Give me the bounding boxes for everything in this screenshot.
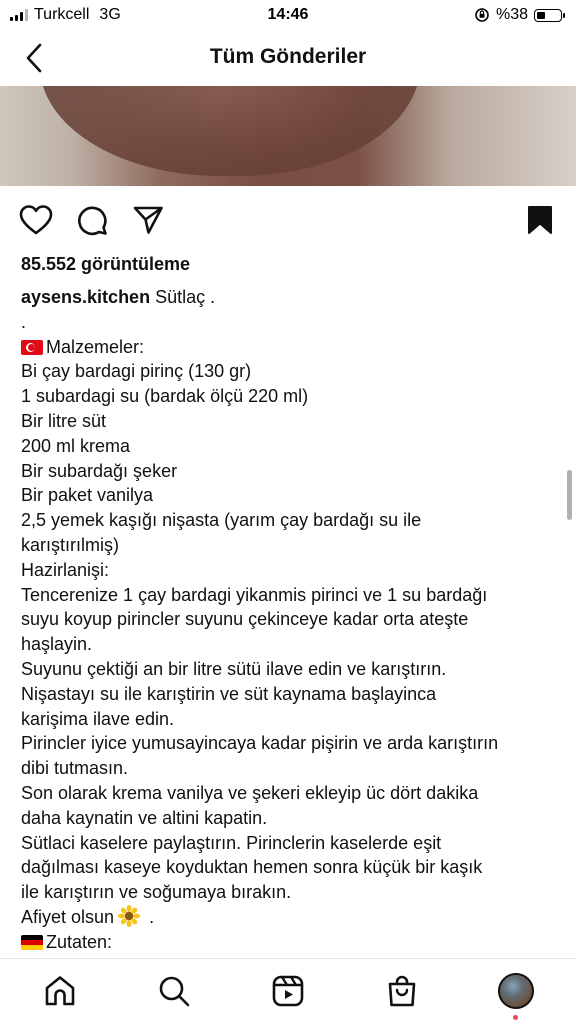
caption-line: 1 subardagi su (bardak ölçü 220 ml) bbox=[21, 386, 309, 407]
orientation-lock-icon bbox=[474, 7, 490, 23]
views-count: 85.552 görüntüleme bbox=[21, 254, 191, 274]
send-icon bbox=[132, 204, 164, 236]
share-button[interactable] bbox=[128, 200, 168, 240]
caption-line: karişima ilave edin. bbox=[21, 708, 175, 729]
caption-line: Hazirlanişi: bbox=[21, 559, 110, 580]
navigation-header bbox=[0, 34, 576, 84]
caption-line: 2,5 yemek kaşığı nişasta (yarım çay bardağı su ile bbox=[21, 510, 422, 531]
network-label: 3G bbox=[99, 6, 121, 23]
like-button[interactable] bbox=[16, 200, 56, 240]
caption-line: daha kaynatin ve altini kapatin. bbox=[21, 807, 268, 828]
caption-line: Bir subardağı şeker bbox=[21, 460, 178, 481]
turkey-flag-icon bbox=[21, 340, 43, 355]
sunflower-icon bbox=[118, 905, 140, 927]
caption-title: Sütlaç . bbox=[150, 287, 216, 307]
username-link[interactable]: aysens.kitchen bbox=[21, 287, 151, 307]
notification-dot bbox=[513, 1015, 518, 1020]
caption-line: karıştırılmiş) bbox=[21, 534, 119, 555]
post-image[interactable] bbox=[0, 86, 576, 186]
search-icon bbox=[157, 974, 191, 1008]
caption-line: Bi çay bardagi pirinç (130 gr) bbox=[21, 361, 252, 382]
avatar bbox=[498, 973, 534, 1009]
caption-line: suyu koyup pirincler suyunu çekinceye kadar orta ateşte bbox=[21, 609, 469, 630]
carrier-label: Turkcell bbox=[34, 6, 90, 23]
caption-line: Bir litre süt bbox=[21, 410, 107, 431]
tab-home[interactable] bbox=[40, 971, 80, 1011]
page-title: Tüm Gönderiler bbox=[209, 45, 367, 68]
caption-line: Bir paket vanilya bbox=[21, 485, 154, 506]
caption-line-afiyet bbox=[21, 905, 561, 930]
status-time: 14:46 bbox=[267, 6, 309, 23]
caption-first-line bbox=[21, 285, 561, 310]
save-button[interactable] bbox=[520, 200, 560, 240]
caption-line-ingredients-header bbox=[21, 335, 561, 360]
post-actions bbox=[0, 200, 576, 240]
reels-icon bbox=[271, 974, 305, 1008]
tab-search[interactable] bbox=[154, 971, 194, 1011]
tab-shop[interactable] bbox=[382, 971, 422, 1011]
caption-line-zutaten-header bbox=[21, 930, 561, 955]
caption-line: haşlayin. bbox=[21, 634, 93, 655]
caption-line: Zutaten: bbox=[46, 931, 113, 952]
home-icon bbox=[43, 974, 77, 1008]
caption-line: 200 ml krema bbox=[21, 435, 131, 456]
caption-line: Sütlaci kaselere paylaştırın. Pirinclerin kaselerde eşit bbox=[21, 832, 442, 853]
caption-line: Afiyet olsun bbox=[21, 906, 115, 927]
status-right bbox=[474, 6, 562, 24]
tab-reels[interactable] bbox=[268, 971, 308, 1011]
shop-icon bbox=[385, 974, 419, 1008]
scroll-indicator[interactable] bbox=[567, 470, 572, 520]
battery-icon bbox=[534, 9, 562, 22]
caption-line: . bbox=[144, 906, 155, 927]
caption-line: Pirincler iyice yumusayincaya kadar pişirin ve arda karıştırın bbox=[21, 733, 499, 754]
caption-line: Malzemeler: bbox=[46, 336, 145, 357]
caption-line: dibi tutmasın. bbox=[21, 758, 129, 779]
bottom-tab-bar bbox=[0, 958, 576, 1025]
caption-line: . bbox=[21, 311, 27, 332]
status-bar bbox=[0, 0, 576, 32]
caption-line: dağılması kaseye koyduktan hemen sonra küçük bir kaşık bbox=[21, 857, 483, 878]
tab-profile[interactable] bbox=[496, 971, 536, 1011]
caption-line: ile karıştırın ve soğumaya bırakın. bbox=[21, 882, 292, 903]
post-caption bbox=[21, 285, 561, 979]
caption-line: Suyunu çektiği an bir litre sütü ilave edin ve karıştırın. bbox=[21, 658, 447, 679]
caption-line: Son olarak krema vanilya ve şekeri ekleyip üc dört dakika bbox=[21, 782, 479, 803]
comment-button[interactable] bbox=[72, 200, 112, 240]
heart-icon bbox=[19, 204, 53, 236]
bookmark-icon bbox=[527, 205, 553, 235]
germany-flag-icon bbox=[21, 935, 43, 950]
comment-icon bbox=[76, 204, 108, 236]
caption-line: Nişastayı su ile karıştirin ve süt kaynama başlayinca bbox=[21, 683, 437, 704]
battery-fill bbox=[537, 12, 545, 19]
battery-percent: %38 bbox=[495, 6, 528, 23]
bowl-shape bbox=[40, 86, 420, 176]
caption-line: Tencerenize 1 çay bardagi yikanmis pirinci ve 1 su bardağı bbox=[21, 584, 488, 605]
